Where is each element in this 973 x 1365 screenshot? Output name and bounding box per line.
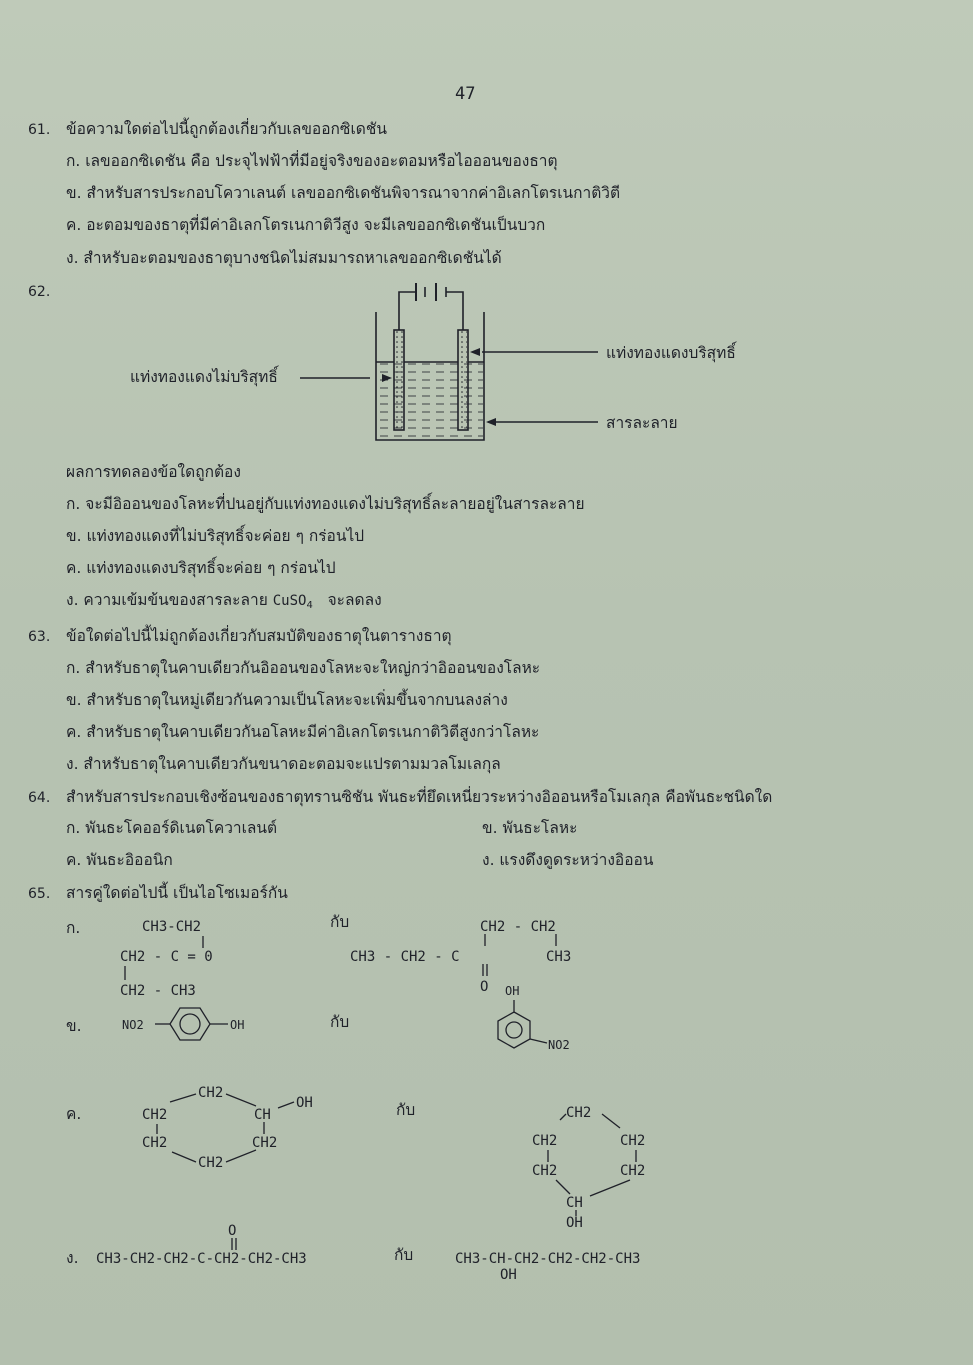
q65-a-left-line3: CH2 - CH3 [120,983,196,999]
q63-choice-b: ข. สำหรับธาตุในหมู่เดียวกันความเป็นโลหะจะเพิ่มขึ้นจากบนลงล่าง [66,691,508,709]
q65-c-right-ch2-top: CH2 [566,1105,592,1121]
q65-c-left-ch2-ll: CH2 [142,1135,168,1151]
q65-d-oxygen: O [228,1223,237,1239]
q65-a-right-line2: CH3 - CH2 - C [350,949,460,965]
q61-number: 61. [28,122,51,138]
q65-c-right-ch2-lr: CH2 [620,1163,646,1179]
q65-a-right-line1: CH2 - CH2 [480,919,556,935]
q65-d-label: ง. [66,1249,79,1267]
q64-choice-a: ก. พันธะโคออร์ดิเนตโควาเลนต์ [66,819,278,837]
q65-d-right-oh: OH [500,1267,517,1283]
q61-choice-d: ง. สำหรับอะตอมของธาตุบางชนิดไม่สมมารถหาเลขออกซิเดชันได้ [66,249,502,267]
cuso4-formula: CuSO [272,593,307,609]
q64-number: 64. [28,790,51,806]
q65-c-right-oh: OH [566,1215,583,1231]
q65-d-left: CH3-CH2-CH2-C-CH2-CH2-CH3 [96,1251,307,1267]
q65-c-left-ch2-lr: CH2 [252,1135,278,1151]
q63-choice-a: ก. สำหรับธาตุในคาบเดียวกันอิออนของโลหะจะใหญ่กว่าอิออนของโลหะ [66,659,541,677]
q64-choice-d: ง. แรงดึงดูดระหว่างอิออน [482,851,654,869]
q63-choice-d: ง. สำหรับธาตุในคาบเดียวกันขนาดอะตอมจะแปรตามมวลโมเลกุล [66,755,501,773]
q61-choice-b: ข. สำหรับสารประกอบโควาเลนต์ เลขออกซิเดชันพิจารณาจากค่าอิเลกโตรเนกาติวิตี [66,184,621,202]
q65-c-left-ch: CH [254,1107,271,1123]
q61-choice-c: ค. อะตอมของธาตุที่มีค่าอิเลกโตรเนกาติวีสูง จะมีเลขออกซิเดชันเป็นบวก [66,216,546,234]
q62-stem: ผลการทดลองข้อใดถูกต้อง [66,463,241,481]
q65-a-right-ch3: CH3 [546,949,572,965]
q63-choice-c: ค. สำหรับธาตุในคาบเดียวกันอโลหะมีค่าอิเลกโตรเนกาติวิตีสูงกว่าโลหะ [66,723,540,741]
q62-choice-b: ข. แท่งทองแดงที่ไม่บริสุทธิ์จะค่อย ๆ กร่อนไป [66,527,365,545]
q65-a-left-line2: CH2 - C = 0 [120,949,213,965]
q65-a-left-line1: CH3-CH2 [142,919,202,935]
q65-c-label: ค. [66,1105,82,1123]
q65-number: 65. [28,886,51,902]
q65-b-right-oh: OH [505,984,520,998]
q65-c-right-ch2-ul: CH2 [532,1133,558,1149]
q65-b-right-no2: NO2 [548,1038,570,1052]
q65-c-right-ch: CH [566,1195,583,1211]
q65-c-right-ch2-ll: CH2 [532,1163,558,1179]
label-impure-copper: แท่งทองแดงไม่บริสุทธิ์ [130,368,278,386]
q62-number: 62. [28,284,51,300]
q62-choice-c: ค. แท่งทองแดงบริสุทธิ์จะค่อย ๆ กร่อนไป [66,559,336,577]
q64-choice-b: ข. พันธะโลหะ [482,819,578,837]
q65-b-with: กับ [330,1013,350,1031]
q62-choice-d: ง. ความเข้มข้นของสารละลาย CuSO$_4$ จะลดลง [66,591,382,611]
cuso4-subscript: 4 [306,600,313,611]
q65-c-right-ch2-ur: CH2 [620,1133,646,1149]
q65-c-left-ch2-top: CH2 [198,1085,224,1101]
q65-c-left-ch2-ul: CH2 [142,1107,168,1123]
q65-c-left-ch2-bottom: CH2 [198,1155,224,1171]
q65-a-right-o: O [480,979,489,995]
q61-stem: ข้อความใดต่อไปนี้ถูกต้องเกี่ยวกับเลขออกซิเดชัน [66,120,387,138]
q65-c-left-oh: OH [296,1095,313,1111]
q65-a-with: กับ [330,913,350,931]
q65-b-label: ข. [66,1017,82,1035]
q65-b-left-oh: OH [230,1018,245,1032]
q65-d-right: CH3-CH-CH2-CH2-CH2-CH3 [455,1251,641,1267]
q65-c-with: กับ [396,1101,416,1119]
page-number: 47 [455,84,476,104]
label-pure-copper: แท่งทองแดงบริสุทธิ์ [606,344,736,362]
q61-choice-a: ก. เลขออกซิเดชัน คือ ประจุไฟฟ้าที่มีอยู่จริงของอะตอมหรือไอออนของธาตุ [66,152,558,170]
q65-d-with: กับ [394,1246,414,1264]
q65-stem: สารคู่ใดต่อไปนี้ เป็นไอโซเมอร์กัน [66,884,288,902]
q63-stem: ข้อใดต่อไปนี้ไม่ถูกต้องเกี่ยวกับสมบัติของธาตุในตารางธาตุ [66,627,452,645]
label-solution: สารละลาย [606,414,678,432]
q64-stem: สำหรับสารประกอบเชิงซ้อนของธาตุทรานซิชัน พันธะที่ยึดเหนี่ยวระหว่างอิออนหรือโมเลกุล คือพันธะชนิดใด [66,788,773,806]
q64-choice-c: ค. พันธะอิออนิก [66,851,173,869]
q65-b-left-no2: NO2 [122,1018,144,1032]
q62-choice-a: ก. จะมีอิออนของโลหะที่ปนอยู่กับแท่งทองแดงไม่บริสุทธิ์ละลายอยู่ในสารละลาย [66,495,585,513]
q63-number: 63. [28,629,51,645]
q65-a-label: ก. [66,919,81,937]
